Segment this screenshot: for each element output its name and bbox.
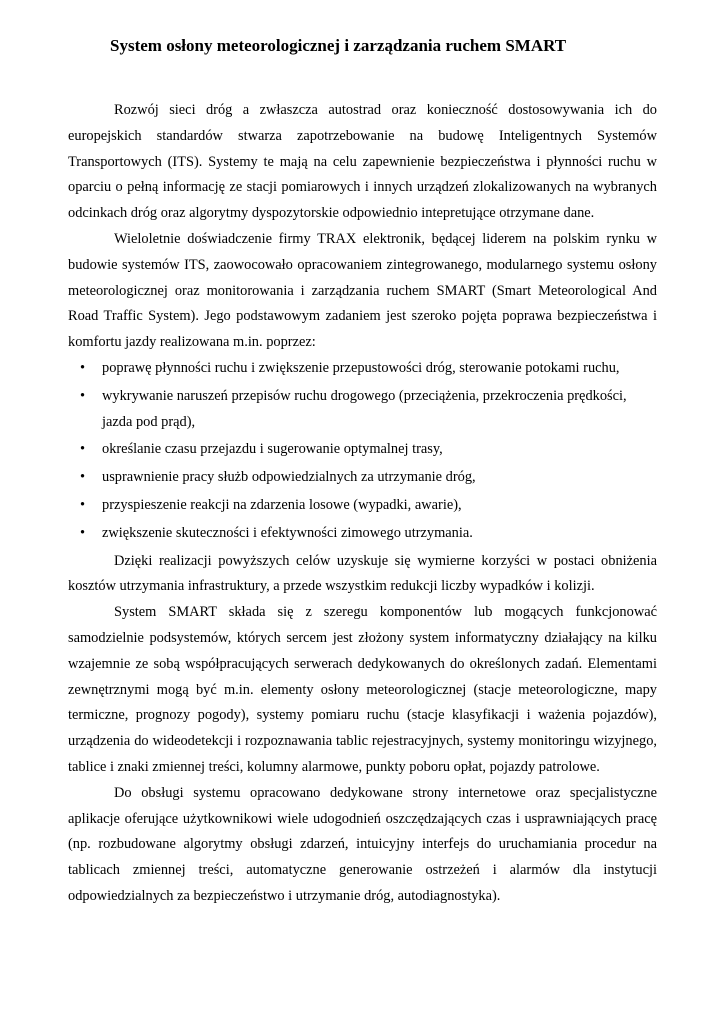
bullet-text: określanie czasu przejazdu i sugerowanie optymalnej trasy, <box>102 441 443 458</box>
document-title: System osłony meteorologicznej i zarządzania ruchem SMART <box>110 36 567 55</box>
bullet-text: poprawę płynności ruchu i zwiększenie przepustowości dróg, sterowanie potokami ruchu, <box>102 359 620 376</box>
bullet-icon: • <box>80 524 86 541</box>
bullet-icon: • <box>80 469 86 486</box>
paragraph-components: System SMART składa się z szeregu komponentów lub mogących funkcjonować samodzielnie podsystemów, których sercem jest złożony system informatyczny działający na kilku wzajemnie ze sobą współpracujących serwerach dedykowanych do określonych zadań. Elementami zewnętrznymi mogą być m.in. elementy osłony meteorologicznej (stacje meteorologiczne, mapy termiczne, prognozy pogody), systemy pomiaru ruchu (stacje klasyfikacji i ważenia pojazdów), urządzenia do wideodetekcji i rozpoznawania tablic rejestracyjnych, systemy monitoringu wizyjnego, tablice i znaki zmiennej treści, kolumny alarmowe, punkty poboru opłat, pojazdy patrolowe. <box>68 604 657 775</box>
bullet-item <box>68 384 657 436</box>
paragraph-intro: Rozwój sieci dróg a zwłaszcza autostrad oraz konieczność dostosowywania ich do europejskich standardów stwarza zapotrzebowanie na budowę Inteligentnych Systemów Transportowych (ITS). Systemy te mają na celu zapewnienie bezpieczeństwa i płynności ruchu w oparciu o pełną informację ze stacji pomiarowych i innych urządzeń zlokalizowanych na wybranych odcinkach dróg oraz algorytmy dyspozytorskie odpowiednio intepretujące otrzymane dane. <box>68 102 657 222</box>
goals-bullet-list <box>68 356 657 547</box>
bullet-icon: • <box>80 359 86 376</box>
bullet-text: przyspieszenie reakcji na zdarzenia losowe (wypadki, awarie), <box>102 496 462 513</box>
bullet-text: zwiększenie skuteczności i efektywności zimowego utrzymania. <box>102 524 473 541</box>
document-page <box>68 34 657 910</box>
bullet-text: wykrywanie naruszeń przepisów ruchu drogowego (przeciążenia, przekroczenia prędkości, jazda pod prąd), <box>102 387 627 430</box>
bullet-text: usprawnienie pracy służb odpowiedzialnych za utrzymanie dróg, <box>102 469 476 486</box>
bullet-icon: • <box>80 441 86 458</box>
bullet-item <box>68 437 657 463</box>
bullet-icon: • <box>80 387 86 404</box>
bullet-item <box>68 356 657 382</box>
bullet-item <box>68 465 657 491</box>
paragraph-applications: Do obsługi systemu opracowano dedykowane strony internetowe oraz specjalistyczne aplikacje oferujące użytkownikowi wiele udogodnień oszczędzających czas i usprawniających pracę (np. rozbudowane algorytmy obsługi zdarzeń, intuicyjny interfejs do uruchamiania procedur na tablicach zmiennej treści, automatyczne generowanie ostrzeżeń i alarmów dla instytucji odpowiedzialnych za bezpieczeństwo i utrzymanie dróg, autodiagnostyka). <box>68 784 657 904</box>
bullet-item <box>68 521 657 547</box>
bullet-item <box>68 493 657 519</box>
paragraph-benefits: Dzięki realizacji powyższych celów uzyskuje się wymierne korzyści w postaci obniżenia kosztów utrzymania infrastruktury, a przede wszystkim redukcji liczby wypadków i kolizji. <box>68 552 657 595</box>
paragraph-trax-experience: Wieloletnie doświadczenie firmy TRAX elektronik, będącej liderem na polskim rynku w budowie systemów ITS, zaowocowało opracowaniem zintegrowanego, modularnego systemu osłony meteorologicznej oraz monitorowania i zarządzania ruchem SMART (Smart Meteorological And Road Traffic System). Jego podstawowym zadaniem jest szeroko pojęta poprawa bezpieczeństwa i komfortu jazdy realizowana m.in. poprzez: <box>68 230 657 351</box>
bullet-icon: • <box>80 496 86 513</box>
